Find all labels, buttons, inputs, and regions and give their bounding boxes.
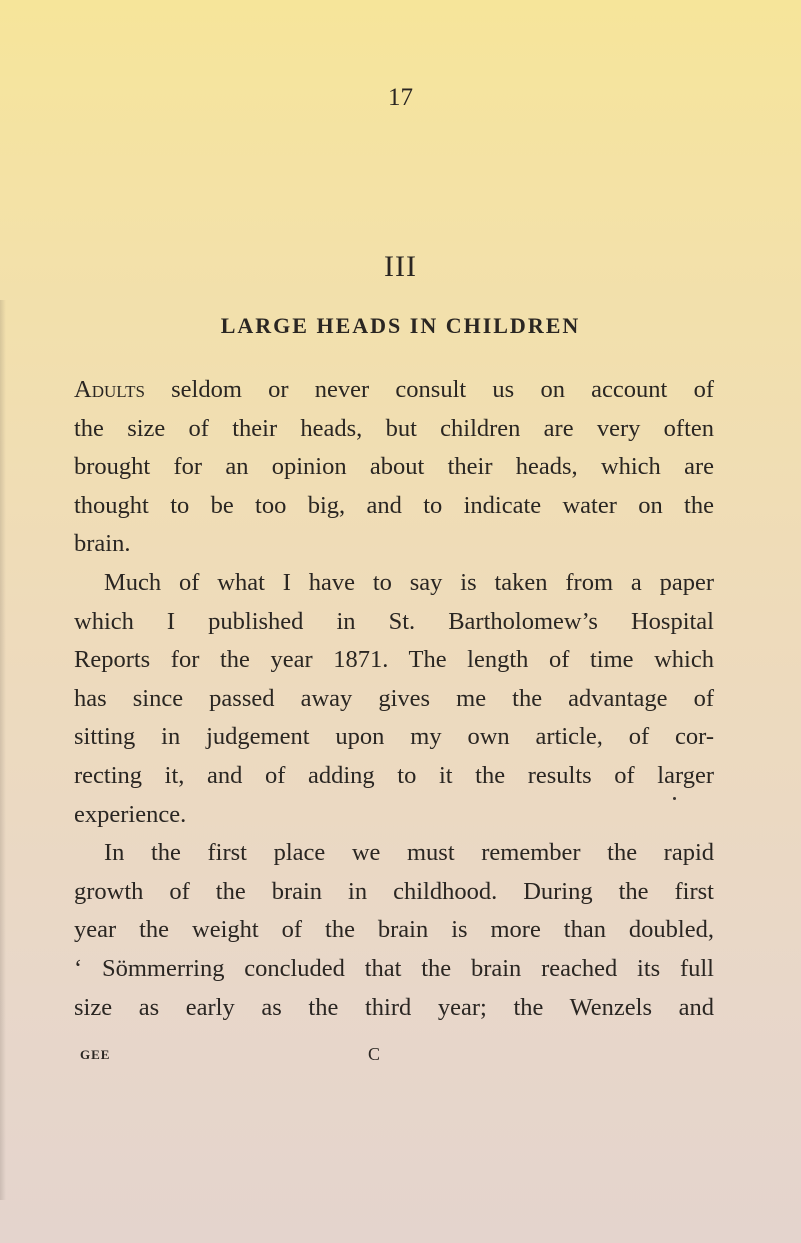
text-line: In the first place we must remember the rapid — [104, 839, 714, 867]
text-line: experience. — [74, 800, 187, 828]
text-line: ‘ Sömmerring concluded that the brain reached its full — [74, 954, 714, 982]
lead-word: Adults — [74, 376, 145, 403]
text-line: brought for an opinion about their heads, which are — [74, 453, 714, 481]
ink-speck — [673, 797, 676, 800]
text-line: year the weight of the brain is more than doubled, — [74, 916, 714, 944]
text-line: Much of what I have to say is taken from a paper — [104, 568, 714, 596]
text-line: Reports for the year 1871. The length of time which — [74, 646, 714, 674]
page-edge-shadow — [0, 300, 6, 1200]
text-line: recting it, and of adding to it the results of larger — [74, 761, 714, 789]
gathering-mark: C — [368, 1044, 381, 1064]
text-line: has since passed away gives me the advantage of — [74, 684, 714, 712]
chapter-number: III — [384, 250, 417, 283]
body-text — [74, 371, 714, 1027]
text-line: which I published in St. Bartholomew’s Hospital — [74, 607, 714, 635]
page-number: 17 — [388, 84, 413, 111]
text-line: the size of their heads, but children are very often — [74, 414, 714, 442]
text-line: growth of the brain in childhood. During the first — [74, 877, 714, 905]
text-line: brain. — [74, 530, 131, 558]
text-line: thought to be too big, and to indicate water on the — [74, 491, 714, 519]
chapter-title: LARGE HEADS IN CHILDREN — [220, 313, 581, 338]
page-footer — [74, 1045, 714, 1069]
text-line: sitting in judgement upon my own article, of cor- — [74, 723, 714, 751]
text-line: Adults seldom or never consult us on account of — [74, 376, 714, 403]
text-line: size as early as the third year; the Wenzels and — [74, 993, 714, 1021]
printer-signature: GEE — [80, 1047, 111, 1062]
